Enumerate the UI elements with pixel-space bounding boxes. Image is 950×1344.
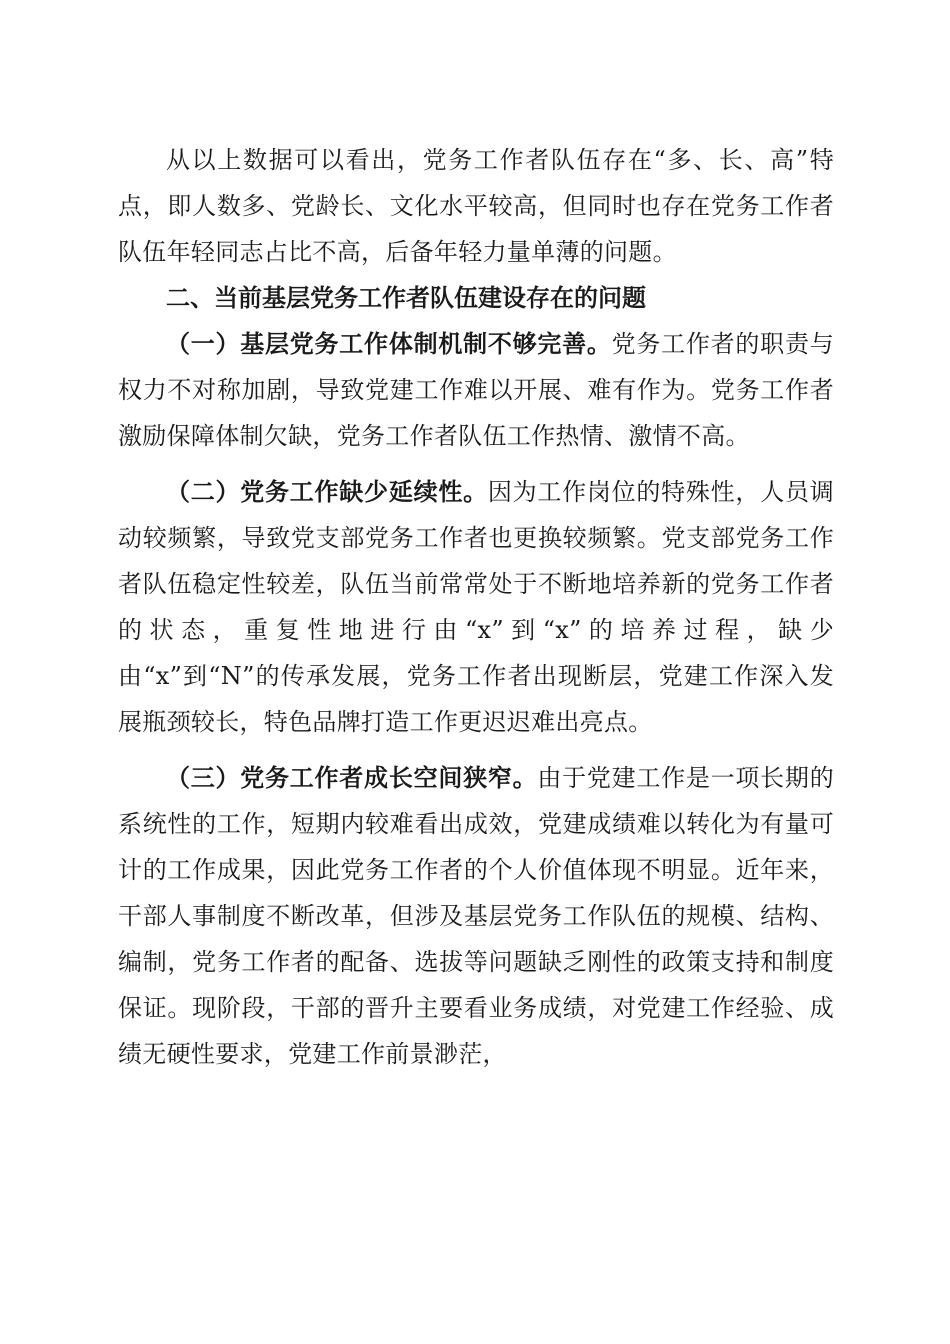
item-text-2: 因为工作岗位的特殊性，人员调动较频繁，导致党支部党务工作者也更换较频繁。党支部党务工作者队伍稳定性较差，队伍当前常常处于不断地培养新的党务工作者的状态，重复性地进行由“x”到“x”的培养过程，缺少由“x”到“N”的传承发展，党务工作者出现断层，党建工作深入发展瓶颈较长，特色品牌打造工作更迟迟难出亮点。 — [118, 478, 835, 736]
item-paragraph-1 — [118, 321, 834, 459]
paragraph-gap — [118, 745, 834, 755]
section-heading: 二、当前基层党务工作者队伍建设存在的问题 — [166, 284, 646, 312]
item-lead-1: （一）基层党务工作体制机制不够完善。 — [166, 330, 612, 358]
item-lead-2: （二）党务工作缺少延续性。 — [166, 478, 488, 506]
document-body — [118, 137, 834, 1077]
item-text-3: 由于党建工作是一项长期的系统性的工作，短期内较难看出成效，党建成绩难以转化为有量可计的工作成果，因此党务工作者的个人价值体现不明显。近年来，干部人事制度不断改革，但涉及基层党务工作队伍的规模、结构、编制，党务工作者的配备、选拔等问题缺乏刚性的政策支持和制度保证。现阶段，干部的晋升主要看业务成绩，对党建工作经验、成绩无硬性要求，党建工作前景渺茫， — [118, 764, 834, 1068]
item-lead-3: （三）党务工作者成长空间狭窄。 — [166, 764, 538, 792]
intro-text: 从以上数据可以看出，党务工作者队伍存在“多、长、高”特点，即人数多、党龄长、文化水平较高，但同时也存在党务工作者队伍年轻同志占比不高，后备年轻力量单薄的问题。 — [118, 146, 834, 266]
intro-paragraph — [118, 137, 834, 275]
paragraph-gap — [118, 459, 834, 469]
item-paragraph-3 — [118, 755, 834, 1077]
item-paragraph-2 — [118, 469, 834, 745]
item-text-1: 党务工作者的职责与权力不对称加剧，导致党建工作难以开展、难有作为。党务工作者激励保障体制欠缺，党务工作者队伍工作热情、激情不高。 — [118, 330, 834, 450]
